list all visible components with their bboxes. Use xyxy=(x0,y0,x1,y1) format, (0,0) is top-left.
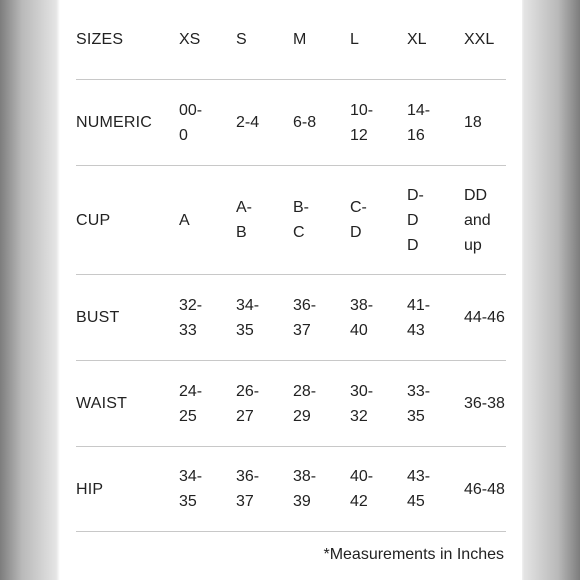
table-cell: 44-46 xyxy=(464,309,505,326)
header-cell: M xyxy=(293,31,307,48)
table-cell: 36-38 xyxy=(464,395,505,412)
header-cell: S xyxy=(236,31,247,48)
table-row xyxy=(76,166,506,275)
table-cell: 38-39 xyxy=(293,468,317,510)
table-cell: A-B xyxy=(236,199,252,241)
header-cell: L xyxy=(350,31,359,48)
table-cell: D-DD xyxy=(407,186,424,254)
table-cell: 14-16 xyxy=(407,101,431,144)
table-cell: 26-27 xyxy=(236,382,260,425)
header-cell: XL xyxy=(407,31,427,48)
table-cell: 34-35 xyxy=(236,296,260,339)
header-cell: SIZES xyxy=(76,31,124,48)
row-label: HIP xyxy=(76,480,104,498)
table-cell: 43-45 xyxy=(407,468,431,510)
size-chart-table xyxy=(76,0,506,532)
table-cell: 41-43 xyxy=(407,296,431,339)
table-cell: 28-29 xyxy=(293,382,317,425)
table-cell: 46-48 xyxy=(464,480,505,498)
row-label: NUMERIC xyxy=(76,114,153,131)
table-cell: C-D xyxy=(350,199,367,241)
table-cell: 2-4 xyxy=(236,114,260,131)
row-label: CUP xyxy=(76,211,111,229)
table-cell: 6-8 xyxy=(293,114,317,131)
table-cell: B-C xyxy=(293,199,309,241)
row-label: BUST xyxy=(76,309,120,326)
measurement-footnote: *Measurements in Inches xyxy=(323,546,504,563)
table-cell: 36-37 xyxy=(236,468,260,510)
table-row xyxy=(76,80,506,166)
table-cell: 24-25 xyxy=(179,382,203,425)
table-cell: 10-12 xyxy=(350,101,374,144)
header-cell: XXL xyxy=(464,31,495,48)
table-cell: 00-0 xyxy=(179,101,203,144)
table-cell: 40-42 xyxy=(350,468,374,510)
table-row xyxy=(76,275,506,361)
table-cell: 32-33 xyxy=(179,296,203,339)
row-label: WAIST xyxy=(76,395,128,412)
table-cell: 18 xyxy=(464,114,482,131)
table-cell: 38-40 xyxy=(350,296,374,339)
table-cell: 34-35 xyxy=(179,468,203,510)
table-row xyxy=(76,447,506,532)
table-cell: A xyxy=(179,211,190,229)
table-cell: 30-32 xyxy=(350,382,374,425)
table-row xyxy=(76,361,506,447)
size-chart-card xyxy=(60,0,522,580)
table-header-row xyxy=(76,0,506,80)
table-cell: 33-35 xyxy=(407,382,431,425)
header-cell: XS xyxy=(179,31,201,48)
table-cell: DD and up xyxy=(464,186,491,254)
table-cell: 36-37 xyxy=(293,296,317,339)
